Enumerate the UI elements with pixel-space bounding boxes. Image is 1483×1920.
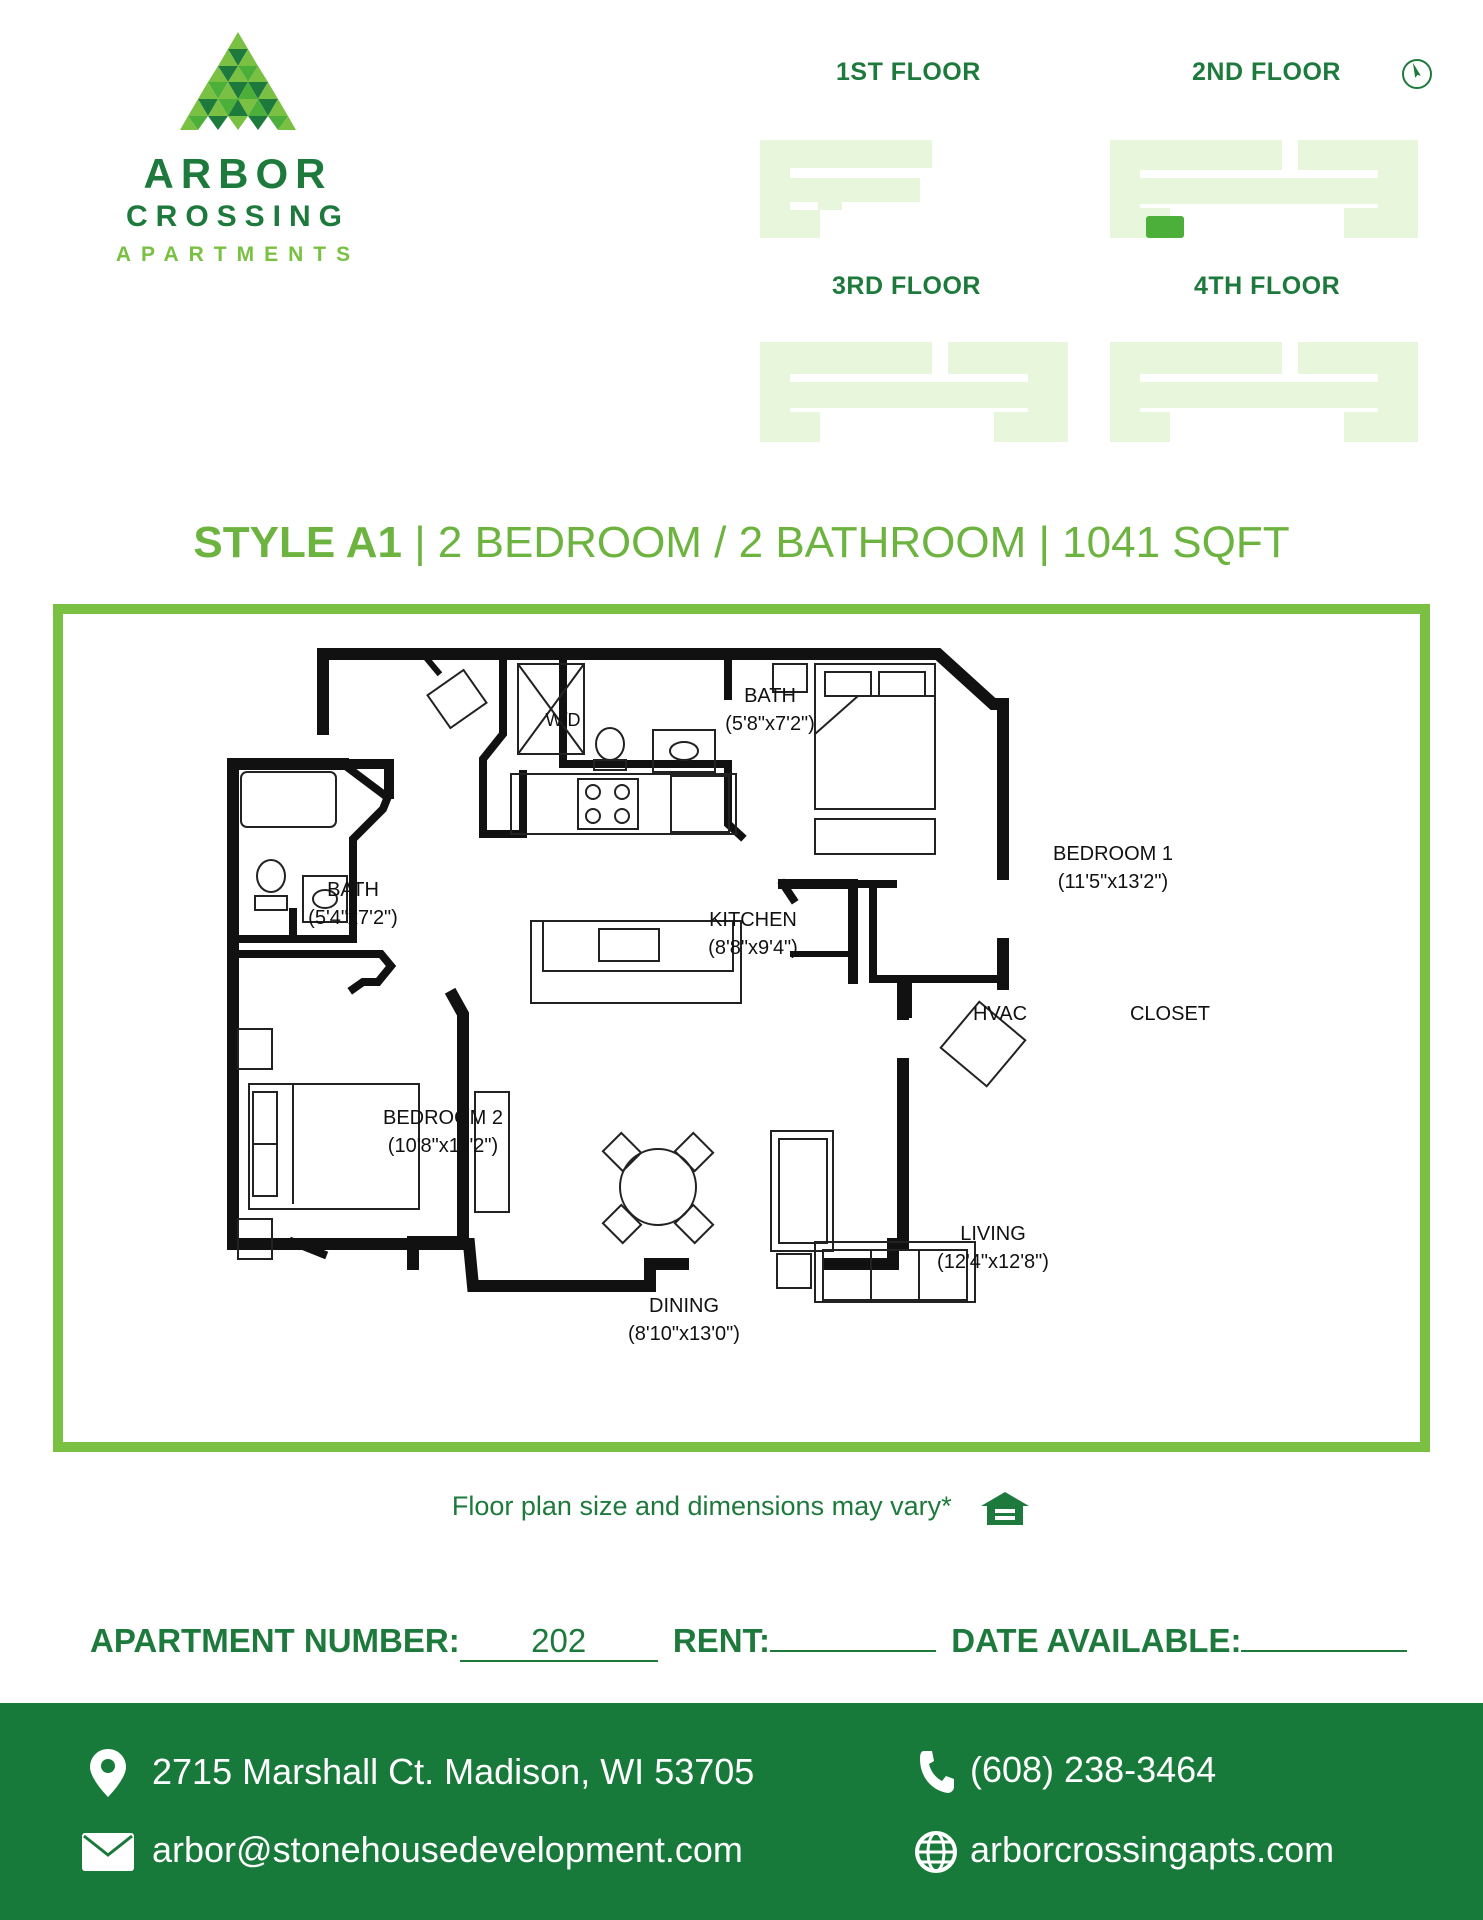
apartment-highlight	[1146, 216, 1184, 238]
date-available-field[interactable]	[1241, 1612, 1407, 1652]
phone-icon	[918, 1749, 954, 1793]
floor-label-1st: 1ST FLOOR	[836, 58, 981, 86]
apartment-number-field[interactable]: 202	[460, 1622, 658, 1662]
room-bath-left: BATH (5'4"x7'2")	[308, 879, 398, 929]
rent-field[interactable]	[770, 1612, 936, 1652]
location-pin-icon	[90, 1749, 126, 1797]
style-name: STYLE A1	[193, 518, 403, 567]
room-kitchen: KITCHEN (8'8"x9'4")	[708, 909, 798, 959]
brand-name-crossing: CROSSING	[125, 200, 351, 233]
unit-style-heading	[0, 518, 1483, 568]
brand-name-apartments: APARTMENTS	[115, 243, 361, 266]
floor-map-4th	[1108, 340, 1420, 444]
apartment-number-label: APARTMENT NUMBER:	[90, 1622, 460, 1659]
square-footage: 1041 SQFT	[1062, 518, 1290, 567]
apartment-fields	[90, 1612, 1407, 1662]
room-hvac: HVAC	[972, 1003, 1028, 1025]
floor-plan-frame	[53, 604, 1430, 1452]
separator: |	[1026, 518, 1063, 567]
floor-map-1st	[758, 138, 938, 240]
room-bath-main: BATH (5'8"x7'2")	[725, 685, 815, 735]
contact-footer	[0, 1703, 1483, 1920]
pine-tree-logo-icon	[180, 32, 296, 132]
floor-label-2nd: 2ND FLOOR	[1192, 58, 1341, 86]
phone-link[interactable]: (608) 238-3464	[970, 1749, 1217, 1790]
floor-map-3rd	[758, 340, 1070, 444]
email-icon	[82, 1833, 134, 1871]
website-link[interactable]: arborcrossingapts.com	[970, 1829, 1335, 1870]
floor-map-2nd[interactable]	[1108, 138, 1420, 240]
bed-bath-count: 2 BEDROOM / 2 BATHROOM	[437, 518, 1027, 567]
globe-icon	[914, 1830, 958, 1874]
separator: |	[402, 518, 438, 567]
rent-label: RENT:	[672, 1622, 771, 1659]
date-available-label: DATE AVAILABLE:	[951, 1622, 1242, 1659]
disclaimer-text: Floor plan size and dimensions may vary*	[451, 1491, 952, 1522]
room-bedroom-2: BEDROOM 2 (10'8"x11'2")	[382, 1107, 504, 1157]
room-wd: W/D	[545, 710, 581, 730]
address-text: 2715 Marshall Ct. Madison, WI 53705	[152, 1751, 755, 1792]
floor-label-3rd: 3RD FLOOR	[832, 272, 981, 300]
brand-name-arbor: ARBOR	[143, 150, 333, 197]
disclaimer-row	[0, 1490, 1483, 1526]
email-link[interactable]: arbor@stonehousedevelopment.com	[152, 1829, 743, 1870]
room-closet: CLOSET	[1129, 1003, 1211, 1025]
equal-housing-icon	[979, 1490, 1031, 1526]
floor-label-4th: 4TH FLOOR	[1194, 272, 1341, 300]
room-bedroom-1: BEDROOM 1 (11'5"x13'2")	[1052, 843, 1174, 893]
room-living: LIVING (12'4"x12'8")	[937, 1223, 1049, 1273]
room-dining: DINING (8'10"x13'0")	[628, 1295, 740, 1345]
compass-icon	[1400, 57, 1434, 91]
